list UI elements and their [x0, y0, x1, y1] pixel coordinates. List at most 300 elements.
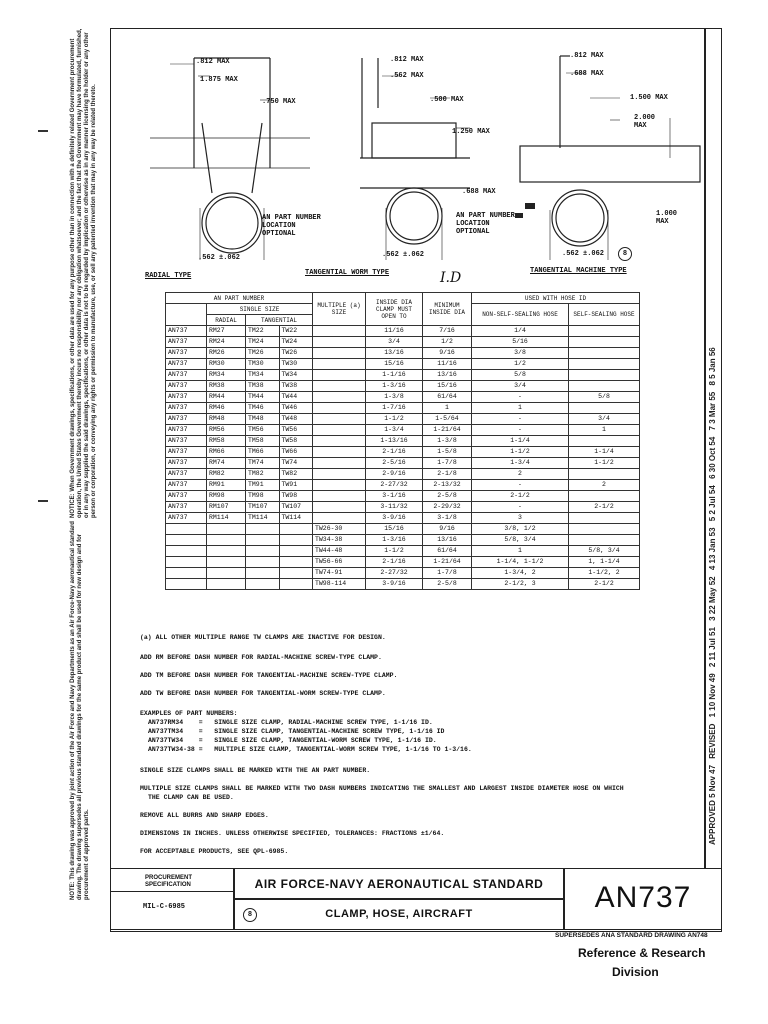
table-cell: 3-9/16: [366, 579, 423, 590]
supersedes-note: SUPERSEDES ANA STANDARD DRAWING AN748: [555, 932, 708, 939]
table-cell: 2-27/32: [366, 568, 423, 579]
table-cell: 2-1/2: [472, 491, 569, 502]
table-cell: [279, 546, 313, 557]
table-cell: TM98: [246, 491, 280, 502]
table-cell: 1-3/8: [366, 392, 423, 403]
example-line: AN737TW34 = SINGLE SIZE CLAMP, TANGENTIAL-WORM SCREW TYPE, 1-1/16 ID.: [148, 737, 437, 744]
table-cell: TM30: [246, 359, 280, 370]
table-cell: TM22: [246, 326, 280, 337]
table-cell: 1: [472, 546, 569, 557]
note-rm: ADD RM BEFORE DASH NUMBER FOR RADIAL-MACHINE SCREW-TYPE CLAMP.: [140, 654, 382, 661]
table-cell: 5/16: [472, 337, 569, 348]
machine-type-label: TANGENTIAL MACHINE TYPE: [530, 267, 627, 275]
table-cell: AN737: [166, 436, 207, 447]
table-cell: 3: [472, 513, 569, 524]
radial-dim-750: .750 MAX: [262, 98, 296, 106]
table-cell: TW24: [279, 337, 313, 348]
revision-strip: [708, 343, 717, 845]
table-cell: [166, 579, 207, 590]
table-cell: AN737: [166, 348, 207, 359]
table-cell: 1-1/2: [366, 414, 423, 425]
table-cell: [207, 568, 246, 579]
machine-dim-812: .812 MAX: [570, 52, 604, 60]
table-cell: [279, 524, 313, 535]
table-cell: AN737: [166, 480, 207, 491]
examples-title: EXAMPLES OF PART NUMBERS:: [140, 710, 238, 717]
header-an-part-number: AN PART NUMBER: [166, 293, 313, 304]
table-cell: AN737: [166, 458, 207, 469]
table-cell: TM26: [246, 348, 280, 359]
table-cell: 1-1/4: [569, 447, 640, 458]
table-cell: 5/8, 3/4: [569, 546, 640, 557]
table-cell: [313, 491, 366, 502]
table-cell: AN737: [166, 502, 207, 513]
table-cell: 9/16: [423, 524, 472, 535]
table-row: [166, 337, 640, 348]
parts-table: [165, 292, 640, 590]
table-cell: [246, 568, 280, 579]
table-cell: 1/2: [472, 359, 569, 370]
table-cell: [246, 524, 280, 535]
note-multi-mark-cont: THE CLAMP CAN BE USED.: [148, 794, 234, 801]
stamp-line-2: Division: [612, 965, 659, 979]
table-cell: RM27: [207, 326, 246, 337]
table-cell: TW74-91: [313, 568, 366, 579]
table-row: [166, 579, 640, 590]
table-cell: RM30: [207, 359, 246, 370]
table-cell: [207, 524, 246, 535]
table-cell: AN737: [166, 469, 207, 480]
table-cell: TM46: [246, 403, 280, 414]
standard-title: AIR FORCE-NAVY AERONAUTICAL STANDARD: [254, 877, 544, 891]
table-cell: 7/16: [423, 326, 472, 337]
table-cell: AN737: [166, 392, 207, 403]
table-cell: 1/2: [423, 337, 472, 348]
table-cell: [166, 546, 207, 557]
table-cell: TW56: [279, 425, 313, 436]
table-cell: [313, 337, 366, 348]
table-cell: [569, 535, 640, 546]
table-cell: AN737: [166, 370, 207, 381]
table-cell: TM91: [246, 480, 280, 491]
table-cell: TW98: [279, 491, 313, 502]
table-cell: 1-3/4, 2: [472, 568, 569, 579]
table-cell: [569, 524, 640, 535]
table-row: [166, 491, 640, 502]
table-cell: 9/16: [423, 348, 472, 359]
table-row: [166, 392, 640, 403]
revision-entry: 5 2 Jul 54: [708, 485, 717, 522]
table-cell: TM38: [246, 381, 280, 392]
table-cell: -: [472, 425, 569, 436]
table-cell: TW48: [279, 414, 313, 425]
table-cell: RM26: [207, 348, 246, 359]
table-cell: AN737: [166, 425, 207, 436]
header-non-self: NON-SELF-SEALING HOSE: [472, 304, 569, 326]
machine-part-number-note: AN PART NUMBER LOCATION OPTIONAL: [456, 212, 515, 236]
table-cell: TM58: [246, 436, 280, 447]
revision-entry: 2 11 Jul 51: [708, 627, 717, 668]
revised-label: REVISED: [708, 723, 717, 759]
table-cell: 2: [569, 480, 640, 491]
table-cell: AN737: [166, 403, 207, 414]
table-cell: [313, 458, 366, 469]
worm-part-number-note: AN PART NUMBER LOCATION OPTIONAL: [262, 214, 321, 238]
margin-tick: [38, 500, 48, 502]
note-multi-mark: MULTIPLE SIZE CLAMPS SHALL BE MARKED WITH TWO DASH NUMBERS INDICATING THE SMALLEST AND LARGEST INSIDE DIAMETER HOSE ON WHICH: [140, 785, 624, 792]
table-cell: 15/16: [423, 381, 472, 392]
table-cell: [313, 469, 366, 480]
table-cell: 1-3/16: [366, 381, 423, 392]
header-inside-dia: INSIDE DIA CLAMP MUST OPEN TO: [366, 293, 423, 326]
table-cell: [569, 469, 640, 480]
machine-dim-562: .562 ±.062: [562, 250, 605, 258]
table-cell: AN737: [166, 337, 207, 348]
table-cell: [207, 546, 246, 557]
worm-dim-500: .500 MAX: [430, 96, 464, 104]
table-cell: RM58: [207, 436, 246, 447]
table-cell: TW58: [279, 436, 313, 447]
table-cell: 1-1/2: [472, 447, 569, 458]
example-line: AN737TM34 = SINGLE SIZE CLAMP, TANGENTIAL-MACHINE SCREW TYPE, 1-1/16 ID: [148, 728, 445, 735]
example-line: AN737RM34 = SINGLE SIZE CLAMP, RADIAL-MACHINE SCREW TYPE, 1-1/16 ID.: [148, 719, 433, 726]
note-tm: ADD TM BEFORE DASH NUMBER FOR TANGENTIAL-MACHINE SCREW-TYPE CLAMP.: [140, 672, 398, 679]
table-cell: 1-7/8: [423, 458, 472, 469]
table-cell: [166, 557, 207, 568]
table-cell: 2-5/8: [423, 579, 472, 590]
table-cell: [313, 480, 366, 491]
table-cell: TW38: [279, 381, 313, 392]
table-row: [166, 458, 640, 469]
table-cell: 3-11/32: [366, 502, 423, 513]
table-cell: [166, 535, 207, 546]
table-cell: 3/4: [366, 337, 423, 348]
approved-date: APPROVED 5 Nov 47: [708, 764, 717, 845]
table-cell: [569, 403, 640, 414]
table-cell: [569, 348, 640, 359]
table-cell: [279, 557, 313, 568]
machine-dim-1000: 1.000 MAX: [656, 210, 678, 226]
table-cell: 2-1/16: [366, 447, 423, 458]
table-cell: 1-1/16: [366, 370, 423, 381]
table-cell: 2-1/2: [569, 579, 640, 590]
table-row: [166, 568, 640, 579]
revision-entry: 1 10 Nov 49: [708, 673, 717, 718]
table-cell: [207, 535, 246, 546]
revision-circle: 8: [618, 247, 632, 261]
table-cell: [569, 381, 640, 392]
table-row: [166, 480, 640, 491]
item-title: CLAMP, HOSE, AIRCRAFT: [325, 908, 473, 920]
table-cell: [313, 447, 366, 458]
header-single-size: SINGLE SIZE: [207, 304, 313, 315]
table-cell: 1: [569, 425, 640, 436]
table-cell: RM82: [207, 469, 246, 480]
table-cell: TW34-38: [313, 535, 366, 546]
approval-note: NOTE: This drawing was approved by joint action of the Air Force and Navy Departments as an Air Force-Navy aeronautical standard drawing. The drawing supersedes all previous standard drawings for the same product and shall be used for new design and for procurement of approved parts.: [70, 521, 90, 900]
table-cell: [313, 414, 366, 425]
table-cell: [313, 436, 366, 447]
table-cell: [313, 513, 366, 524]
clamp-drawings: [110, 28, 704, 288]
table-cell: RM66: [207, 447, 246, 458]
table-cell: [313, 502, 366, 513]
table-cell: -: [472, 414, 569, 425]
table-cell: 3/4: [472, 381, 569, 392]
table-cell: 3-9/16: [366, 513, 423, 524]
table-row: [166, 381, 640, 392]
table-cell: 2-5/8: [423, 491, 472, 502]
table-cell: TW56-66: [313, 557, 366, 568]
table-row: [166, 546, 640, 557]
table-cell: TM24: [246, 337, 280, 348]
spec-number: MIL-C-6985: [143, 903, 186, 911]
table-cell: 2-13/32: [423, 480, 472, 491]
table-cell: [313, 425, 366, 436]
table-cell: 1-1/2, 2: [569, 568, 640, 579]
table-cell: 3/4: [569, 414, 640, 425]
table-cell: 2-1/2: [569, 502, 640, 513]
table-cell: AN737: [166, 513, 207, 524]
note-dimensions: DIMENSIONS IN INCHES. UNLESS OTHERWISE SPECIFIED, TOLERANCES: FRACTIONS ±1/64.: [140, 830, 445, 837]
table-cell: [313, 403, 366, 414]
table-cell: TW46: [279, 403, 313, 414]
table-cell: [166, 524, 207, 535]
table-cell: 1-13/16: [366, 436, 423, 447]
revision-entry: 6 30 Oct 54: [708, 436, 717, 479]
table-cell: RM107: [207, 502, 246, 513]
table-header-row: [166, 293, 640, 304]
an-number: AN737: [594, 881, 692, 914]
table-cell: RM74: [207, 458, 246, 469]
table-cell: 11/16: [423, 359, 472, 370]
table-cell: 1: [472, 403, 569, 414]
table-row: [166, 326, 640, 337]
handwritten-id-note: I.D: [440, 270, 462, 286]
note-tw: ADD TW BEFORE DASH NUMBER FOR TANGENTIAL-WORM SCREW-TYPE CLAMP.: [140, 690, 386, 697]
radial-dim-812: .812 MAX: [196, 58, 230, 66]
table-cell: TM74: [246, 458, 280, 469]
revision-entry: 4 13 Jan 53: [708, 527, 717, 571]
table-cell: RM98: [207, 491, 246, 502]
machine-dim-2000: 2.000 MAX: [634, 114, 656, 130]
table-cell: TW98-114: [313, 579, 366, 590]
table-cell: [313, 392, 366, 403]
table-cell: [569, 436, 640, 447]
table-cell: [313, 381, 366, 392]
rev-circle: 8: [243, 908, 257, 922]
note-burrs: REMOVE ALL BURRS AND SHARP EDGES.: [140, 812, 269, 819]
table-cell: [313, 359, 366, 370]
table-cell: 1-3/16: [366, 535, 423, 546]
proc-spec-cell: [110, 868, 234, 930]
proc-spec-label: PROCUREMENT SPECIFICATION: [145, 875, 193, 888]
table-cell: TM34: [246, 370, 280, 381]
table-cell: [207, 579, 246, 590]
table-row: [166, 414, 640, 425]
table-cell: RM114: [207, 513, 246, 524]
table-cell: 61/64: [423, 546, 472, 557]
table-cell: 1-21/64: [423, 557, 472, 568]
example-line: AN737TW34-38 = MULTIPLE SIZE CLAMP, TANGENTIAL-WORM SCREW TYPE, 1-1/16 TO 1-3/16.: [148, 746, 472, 753]
table-cell: AN737: [166, 326, 207, 337]
table-cell: TW107: [279, 502, 313, 513]
table-cell: [569, 359, 640, 370]
table-cell: 3-1/8: [423, 513, 472, 524]
table-cell: RM24: [207, 337, 246, 348]
table-cell: [246, 557, 280, 568]
table-row: [166, 469, 640, 480]
government-notice: NOTICE: When Government drawings, specifications, or other data are used for any purpose other than in connection with a definitely related Government procurement operation, the United States Government thereby incurs no responsibility nor any obligation whatsoever; and the fact that the Government may have formulated, furnished, or in any way supplied the said drawings, specifications, or other data is not to be regarded by implication or otherwise as in any manner licensing the holder or any other person or corporation, or conveying any rights or permission to manufacture, use, or sell any patented invention that may in any way be related thereto.: [70, 28, 97, 518]
table-cell: 1-5/64: [423, 414, 472, 425]
table-cell: 2-27/32: [366, 480, 423, 491]
table-cell: 15/16: [366, 524, 423, 535]
machine-clamp-ring: [552, 190, 608, 246]
margin-tick: [38, 130, 48, 132]
table-cell: TW44-48: [313, 546, 366, 557]
table-cell: [569, 513, 640, 524]
table-cell: [313, 348, 366, 359]
table-cell: -: [472, 480, 569, 491]
table-cell: [246, 546, 280, 557]
table-cell: 2-1/2, 3: [472, 579, 569, 590]
table-cell: TW74: [279, 458, 313, 469]
table-cell: 3/8: [472, 348, 569, 359]
table-cell: AN737: [166, 381, 207, 392]
table-cell: [207, 557, 246, 568]
table-cell: TW66: [279, 447, 313, 458]
table-row: [166, 513, 640, 524]
table-cell: RM91: [207, 480, 246, 491]
table-cell: [166, 568, 207, 579]
table-cell: [569, 370, 640, 381]
machine-dim-688: .688 MAX: [570, 70, 604, 78]
table-cell: 2-1/16: [366, 557, 423, 568]
table-cell: AN737: [166, 414, 207, 425]
table-cell: 13/16: [423, 370, 472, 381]
title-block: [110, 868, 722, 930]
table-cell: TW114: [279, 513, 313, 524]
table-row: [166, 348, 640, 359]
stamp-line-1: Reference & Research: [578, 946, 706, 960]
table-cell: 13/16: [366, 348, 423, 359]
table-cell: 1-7/8: [423, 568, 472, 579]
table-row: [166, 447, 640, 458]
table-cell: TW30: [279, 359, 313, 370]
table-cell: [313, 370, 366, 381]
table-cell: 1/4: [472, 326, 569, 337]
table-cell: 2-29/32: [423, 502, 472, 513]
table-cell: [279, 579, 313, 590]
table-cell: 1-1/2: [569, 458, 640, 469]
table-cell: RM56: [207, 425, 246, 436]
table-cell: AN737: [166, 359, 207, 370]
header-used-with: USED WITH HOSE ID: [472, 293, 640, 304]
table-cell: TW34: [279, 370, 313, 381]
table-cell: 13/16: [423, 535, 472, 546]
table-cell: 1-3/4: [366, 425, 423, 436]
table-cell: [569, 337, 640, 348]
header-radial: RADIAL: [207, 315, 246, 326]
table-cell: TW91: [279, 480, 313, 491]
table-cell: AN737: [166, 447, 207, 458]
note-single-mark: SINGLE SIZE CLAMPS SHALL BE MARKED WITH THE AN PART NUMBER.: [140, 767, 371, 774]
worm-clamp-ring: [386, 188, 442, 244]
table-cell: 15/16: [366, 359, 423, 370]
table-cell: TW22: [279, 326, 313, 337]
table-cell: [279, 535, 313, 546]
table-cell: -: [472, 392, 569, 403]
machine-dim-1500: 1.500 MAX: [630, 94, 668, 102]
table-cell: 2-9/16: [366, 469, 423, 480]
table-cell: AN737: [166, 491, 207, 502]
table-row: [166, 524, 640, 535]
header-multiple: MULTIPLE (a) SIZE: [313, 293, 366, 326]
radial-type-label: RADIAL TYPE: [145, 272, 192, 280]
worm-dim-562: .562 ±.062: [382, 251, 425, 259]
note-qpl: FOR ACCEPTABLE PRODUCTS, SEE QPL-6985.: [140, 848, 289, 855]
worm-type-label: TANGENTIAL WORM TYPE: [305, 269, 390, 277]
table-cell: TW82: [279, 469, 313, 480]
table-cell: -: [472, 502, 569, 513]
table-cell: [569, 326, 640, 337]
table-cell: TM66: [246, 447, 280, 458]
table-cell: RM48: [207, 414, 246, 425]
table-cell: 1: [423, 403, 472, 414]
table-cell: TW26: [279, 348, 313, 359]
table-cell: RM44: [207, 392, 246, 403]
table-cell: 1-3/4: [472, 458, 569, 469]
table-cell: TM107: [246, 502, 280, 513]
table-row: [166, 502, 640, 513]
standard-title-cell: [234, 868, 564, 899]
table-cell: 1-1/2: [366, 546, 423, 557]
table-row: [166, 557, 640, 568]
table-cell: [313, 326, 366, 337]
header-tangential: TANGENTIAL: [246, 315, 313, 326]
table-cell: 5/8: [472, 370, 569, 381]
table-cell: TM114: [246, 513, 280, 524]
table-cell: 1-21/64: [423, 425, 472, 436]
table-cell: 3-1/16: [366, 491, 423, 502]
table-cell: 5/8, 3/4: [472, 535, 569, 546]
table-row: [166, 425, 640, 436]
table-cell: RM38: [207, 381, 246, 392]
worm-dim-688: .688 MAX: [462, 188, 496, 196]
note-a: (a) ALL OTHER MULTIPLE RANGE TW CLAMPS ARE INACTIVE FOR DESIGN.: [140, 634, 386, 641]
table-cell: 5/8: [569, 392, 640, 403]
table-cell: TM48: [246, 414, 280, 425]
radial-dim-1875: 1.875 MAX: [200, 76, 238, 84]
table-cell: [246, 535, 280, 546]
table-row: [166, 535, 640, 546]
table-cell: [279, 568, 313, 579]
table-row: [166, 436, 640, 447]
table-cell: TW44: [279, 392, 313, 403]
table-cell: 2: [472, 469, 569, 480]
table-cell: 1-1/4: [472, 436, 569, 447]
radial-dim-562: .562 ±.062: [198, 254, 241, 262]
table-cell: 1-3/8: [423, 436, 472, 447]
radial-clamp-ring: [202, 193, 262, 253]
table-cell: 1-1/4, 1-1/2: [472, 557, 569, 568]
revision-entry: 8 5 Jan 56: [708, 347, 717, 386]
worm-dim-1250: 1.250 MAX: [452, 128, 490, 136]
table-cell: 1-7/16: [366, 403, 423, 414]
an-number-cell: [564, 868, 722, 930]
table-cell: 1, 1-1/4: [569, 557, 640, 568]
table-cell: 2-1/8: [423, 469, 472, 480]
